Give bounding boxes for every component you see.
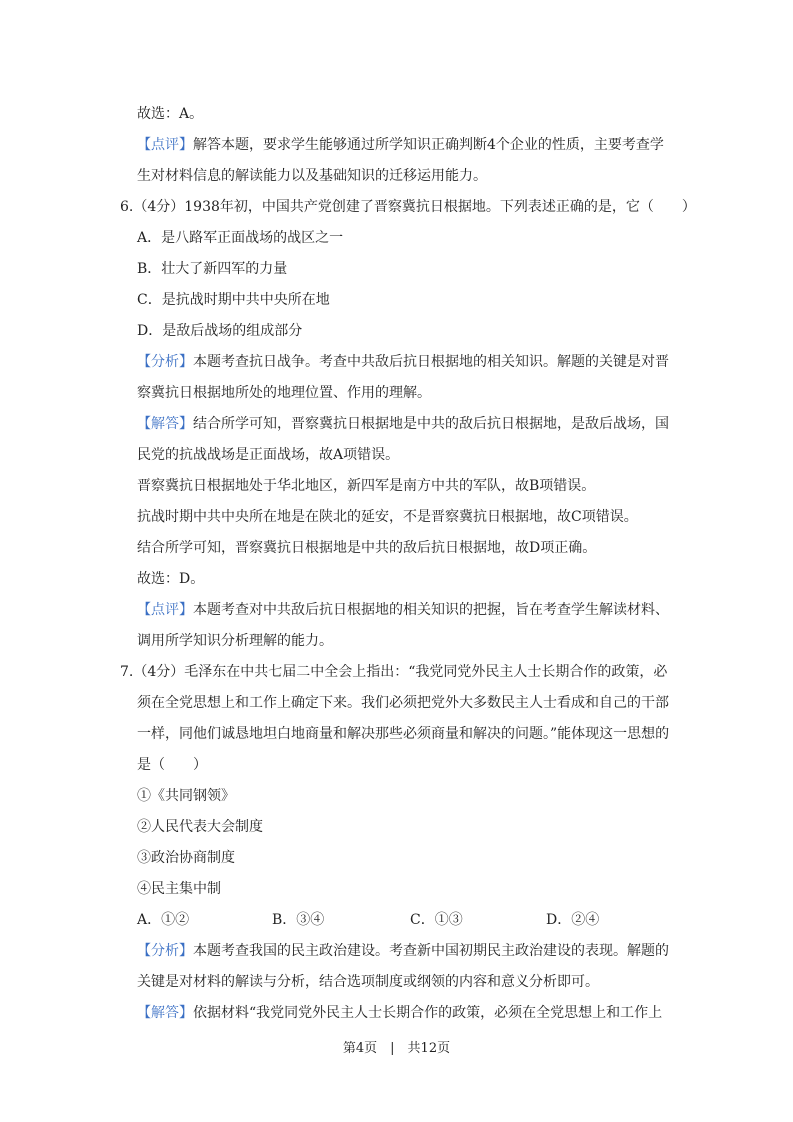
q7-analysis-line-2: 关键是对材料的解读与分析，结合选项制度或纲领的内容和意义分析即可。 [137, 974, 599, 990]
q7-stem-line-4: 是（ ） [137, 757, 207, 773]
q7-option-b: B．③④ [272, 912, 325, 928]
q7-item-4: ④民主集中制 [137, 881, 221, 897]
q6-solution-line-2: 民党的抗战战场是正面战场，故A项错误。 [137, 447, 400, 463]
q6-option-c: C．是抗战时期中共中央所在地 [137, 292, 330, 308]
q6-comment-text-1: 本题考查对中共敌后抗日根据地的相关知识的把握，旨在考查学生解读材料、 [193, 602, 669, 618]
q6-analysis-line-1 [137, 352, 669, 372]
q6-analysis-text-1: 本题考查抗日战争。考查中共敌后抗日根据地的相关知识。解题的关键是对晋 [193, 354, 669, 370]
comment-tag: 【点评】 [137, 137, 193, 153]
q6-solution-line-1 [137, 414, 669, 434]
q7-stem-line-3: 一样，同他们诚恳地坦白地商量和解决那些必须商量和解决的问题。”能体现这一思想的 [137, 726, 670, 742]
q7-option-a: A．①② [137, 912, 190, 928]
q6-comment-line-2: 调用所学知识分析理解的能力。 [137, 633, 333, 649]
q7-option-d: D．②④ [546, 912, 600, 928]
q6-option-d: D．是敌后战场的组成部分 [137, 323, 303, 339]
q7-analysis-line-1 [137, 941, 669, 961]
q7-item-2: ②人民代表大会制度 [137, 819, 263, 835]
q6-solution-line-4: 抗战时期中共中央所在地是在陕北的延安，不是晋察冀抗日根据地，故C项错误。 [137, 509, 638, 525]
q6-analysis-line-2: 察冀抗日根据地所处的地理位置、作用的理解。 [137, 385, 431, 401]
q6-option-a: A．是八路军正面战场的战区之一 [137, 230, 344, 246]
q5-comment-line-1 [137, 135, 664, 155]
solution-tag: 【解答】 [137, 416, 193, 432]
q7-option-c: C．①③ [410, 912, 463, 928]
solution-tag: 【解答】 [137, 1005, 193, 1021]
q5-answer: 故选：A。 [137, 106, 204, 122]
q7-item-1: ①《共同钢领》 [137, 788, 235, 804]
analysis-tag: 【分析】 [137, 354, 193, 370]
q6-solution-line-5: 结合所学可知，晋察冀抗日根据地是中共的敌后抗日根据地，故D项正确。 [137, 540, 597, 556]
q5-comment-line-2: 生对材料信息的解读能力以及基础知识的迁移运用能力。 [137, 168, 487, 184]
q7-item-3: ③政治协商制度 [137, 850, 235, 866]
q6-option-b: B．壮大了新四军的力量 [137, 261, 288, 277]
q6-comment-line-1 [137, 600, 669, 620]
analysis-tag: 【分析】 [137, 943, 193, 959]
comment-tag: 【点评】 [137, 602, 193, 618]
q7-solution-text-1: 依据材料“我党同党外民主人士长期合作的政策，必须在全党思想上和工作上 [193, 1005, 663, 1021]
q6-solution-line-3: 晋察冀抗日根据地处于华北地区，新四军是南方中共的军队，故B项错误。 [137, 478, 596, 494]
q6-stem: 6.（4分）1938年初，中国共产党创建了晋察冀抗日根据地。下列表述正确的是，它（ ） [120, 199, 696, 215]
q7-stem-line-2: 须在全党思想上和工作上确定下来。我们必须把党外大多数民主人士看成和自己的干部 [137, 695, 669, 711]
q7-solution-line-1 [137, 1003, 662, 1023]
page-footer: 第4页 | 共12页 [342, 1041, 451, 1056]
q7-analysis-text-1: 本题考查我国的民主政治建设。考查新中国初期民主政治建设的表现。解题的 [193, 943, 669, 959]
q5-comment-text-1: 解答本题，要求学生能够通过所学知识正确判断4个企业的性质，主要考查学 [193, 137, 664, 153]
q7-stem-line-1: 7.（4分）毛泽东在中共七届二中全会上指出：“我党同党外民主人士长期合作的政策，必 [120, 664, 668, 680]
q6-solution-text-1: 结合所学可知，晋察冀抗日根据地是中共的敌后抗日根据地，是敌后战场，国 [193, 416, 669, 432]
q6-answer: 故选：D。 [137, 571, 205, 587]
